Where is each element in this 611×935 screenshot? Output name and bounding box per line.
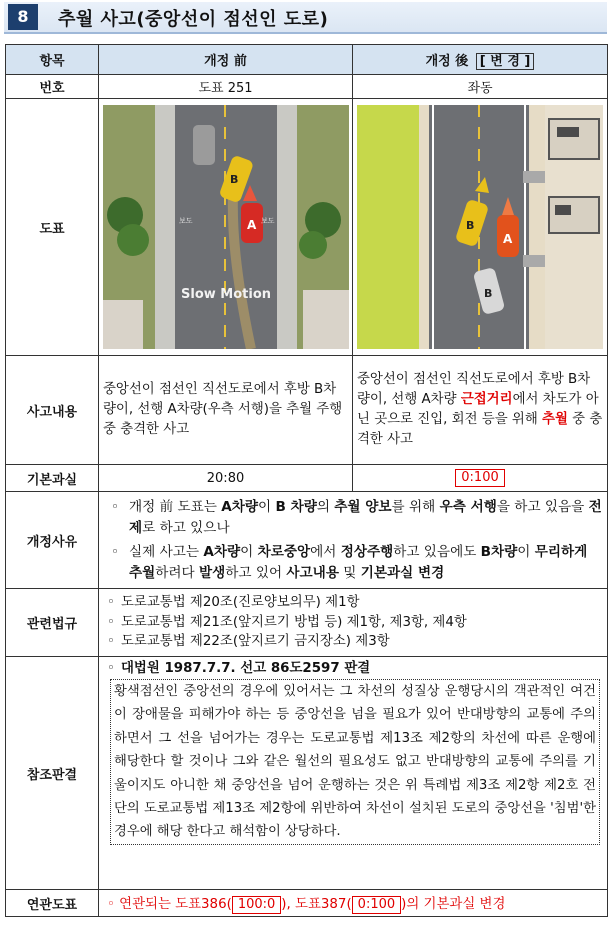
table-row xyxy=(6,890,608,917)
content-after-highlight: 근접거리 xyxy=(460,392,513,407)
case-quote: 황색점선인 중앙선의 경우에 있어서는 그 차선의 성질상 운행당시의 객관적인 여건이 장애물을 피해가야 하는 등 중앙선을 넘을 필요가 있어 반대방향의 교통에 주의하면서 그 선을 넘어가는 경우는 도로교통법 제13조 제2항의 차선에 따른 운행에 해당한다 할 것이나 그와 같은 월선의 필요성도 없고 반대방향의 교통에 주의를 기울이지도 아니한 채 중앙선을 넘어 운행하는 것은 위 특례법 제3조 제2항 제2호 전단의 도로교통법 제13조 제2항에 위반하여 차선이 설치된 도로의 중앙선을 '침범'한 경우에 해당 한다고 해석함이 상당하다. xyxy=(110,679,600,845)
fault-after: 0:100 xyxy=(455,469,504,487)
content-after-text: 에서 차도가 아닌 곳으로 진입, 회전 등을 위해 xyxy=(357,392,599,427)
reason-cell xyxy=(99,492,608,589)
ratio-box: 0:100 xyxy=(352,896,401,914)
car-b-start-label: B xyxy=(484,287,493,300)
accident-illustration-after xyxy=(357,105,603,349)
row-label: 번호 xyxy=(6,75,99,99)
sidewalk-label-right: 보도 xyxy=(260,217,275,225)
row-label: 도표 xyxy=(6,99,99,356)
section-number: 8 xyxy=(8,4,38,30)
diagram-after xyxy=(353,99,608,356)
diagram-number-after: 좌동 xyxy=(353,75,608,99)
col-after-label: 개정 後 xyxy=(425,54,469,69)
table-row xyxy=(6,657,608,890)
row-label: 개정사유 xyxy=(6,492,99,589)
reason-item-1: ◦ 개정 前 도표는 A차량이 B 차량의 추월 양보를 위해 우측 서행을 하고 있음을 전제로 하고 있으나 xyxy=(99,497,607,539)
content-after-text: 중 충격한 사고 xyxy=(357,412,603,447)
title-bar xyxy=(4,2,607,34)
table-row xyxy=(6,356,608,465)
law-item: ◦ 도로교통법 제22조(앞지르기 금지장소) 제3항 xyxy=(99,632,607,652)
row-label: 사고내용 xyxy=(6,356,99,465)
car-b-label: B xyxy=(229,173,238,186)
ratio-box: 100:0 xyxy=(232,896,281,914)
row-label: 기본과실 xyxy=(6,465,99,492)
fault-after-cell xyxy=(353,465,608,492)
content-after-text: 중앙선이 점선인 직선도로에서 후방 B차량이, 선행 A차량 xyxy=(357,372,591,407)
row-label: 연관도표 xyxy=(6,890,99,917)
car-a-label: A xyxy=(246,218,256,232)
content-before: 중앙선이 점선인 직선도로에서 후방 B차량이, 선행 A차량(우측 서행)을 추월 주행 중 충격한 사고 xyxy=(99,356,353,465)
table-row xyxy=(6,492,608,589)
law-item: ◦ 도로교통법 제21조(앞지르기 방법 등) 제1항, 제3항, 제4항 xyxy=(99,613,607,633)
revision-table xyxy=(5,44,608,917)
table-row xyxy=(6,589,608,657)
accident-illustration-before xyxy=(103,105,349,349)
col-after-header xyxy=(353,45,608,75)
diagram-number-before: 도표 251 xyxy=(99,75,353,99)
table-row xyxy=(6,99,608,356)
law-item: ◦ 도로교통법 제20조(진로양보의무) 제1항 xyxy=(99,593,607,613)
content-after-highlight: 추월 xyxy=(542,412,568,427)
car-b-label-after: B xyxy=(466,219,475,232)
table-row xyxy=(6,75,608,99)
slow-motion-caption: Slow Motion xyxy=(180,287,271,302)
page-title: 추월 사고(중앙선이 점선인 도로) xyxy=(58,9,329,30)
content-after xyxy=(353,356,608,465)
law-cell xyxy=(99,589,608,657)
related-cell: ◦ 연관되는 도표386( 100:0 ), 도표387( 0:100 )의 기본과실 변경 xyxy=(99,890,608,917)
col-before-header: 개정 前 xyxy=(99,45,353,75)
changed-tag: [ 변 경 ] xyxy=(476,53,535,70)
row-label: 관련법규 xyxy=(6,589,99,657)
fault-before: 20:80 xyxy=(99,465,353,492)
car-a-label-after: A xyxy=(503,232,513,246)
sidewalk-label-left: 보도 xyxy=(178,217,193,225)
table-row xyxy=(6,465,608,492)
precedent-cell xyxy=(99,657,608,890)
diagram-before xyxy=(99,99,353,356)
row-label: 참조판결 xyxy=(6,657,99,890)
table-header-row xyxy=(6,45,608,75)
case-title: ◦ 대법원 1987.7.7. 선고 86도2597 판결 xyxy=(99,659,607,679)
reason-item-2: ◦ 실제 사고는 A차량이 차로중앙에서 정상주행하고 있음에도 B차량이 무리하게 추월하려다 발생하고 있어 사고내용 및 기본과실 변경 xyxy=(99,542,607,584)
col-item-header: 항목 xyxy=(6,45,99,75)
